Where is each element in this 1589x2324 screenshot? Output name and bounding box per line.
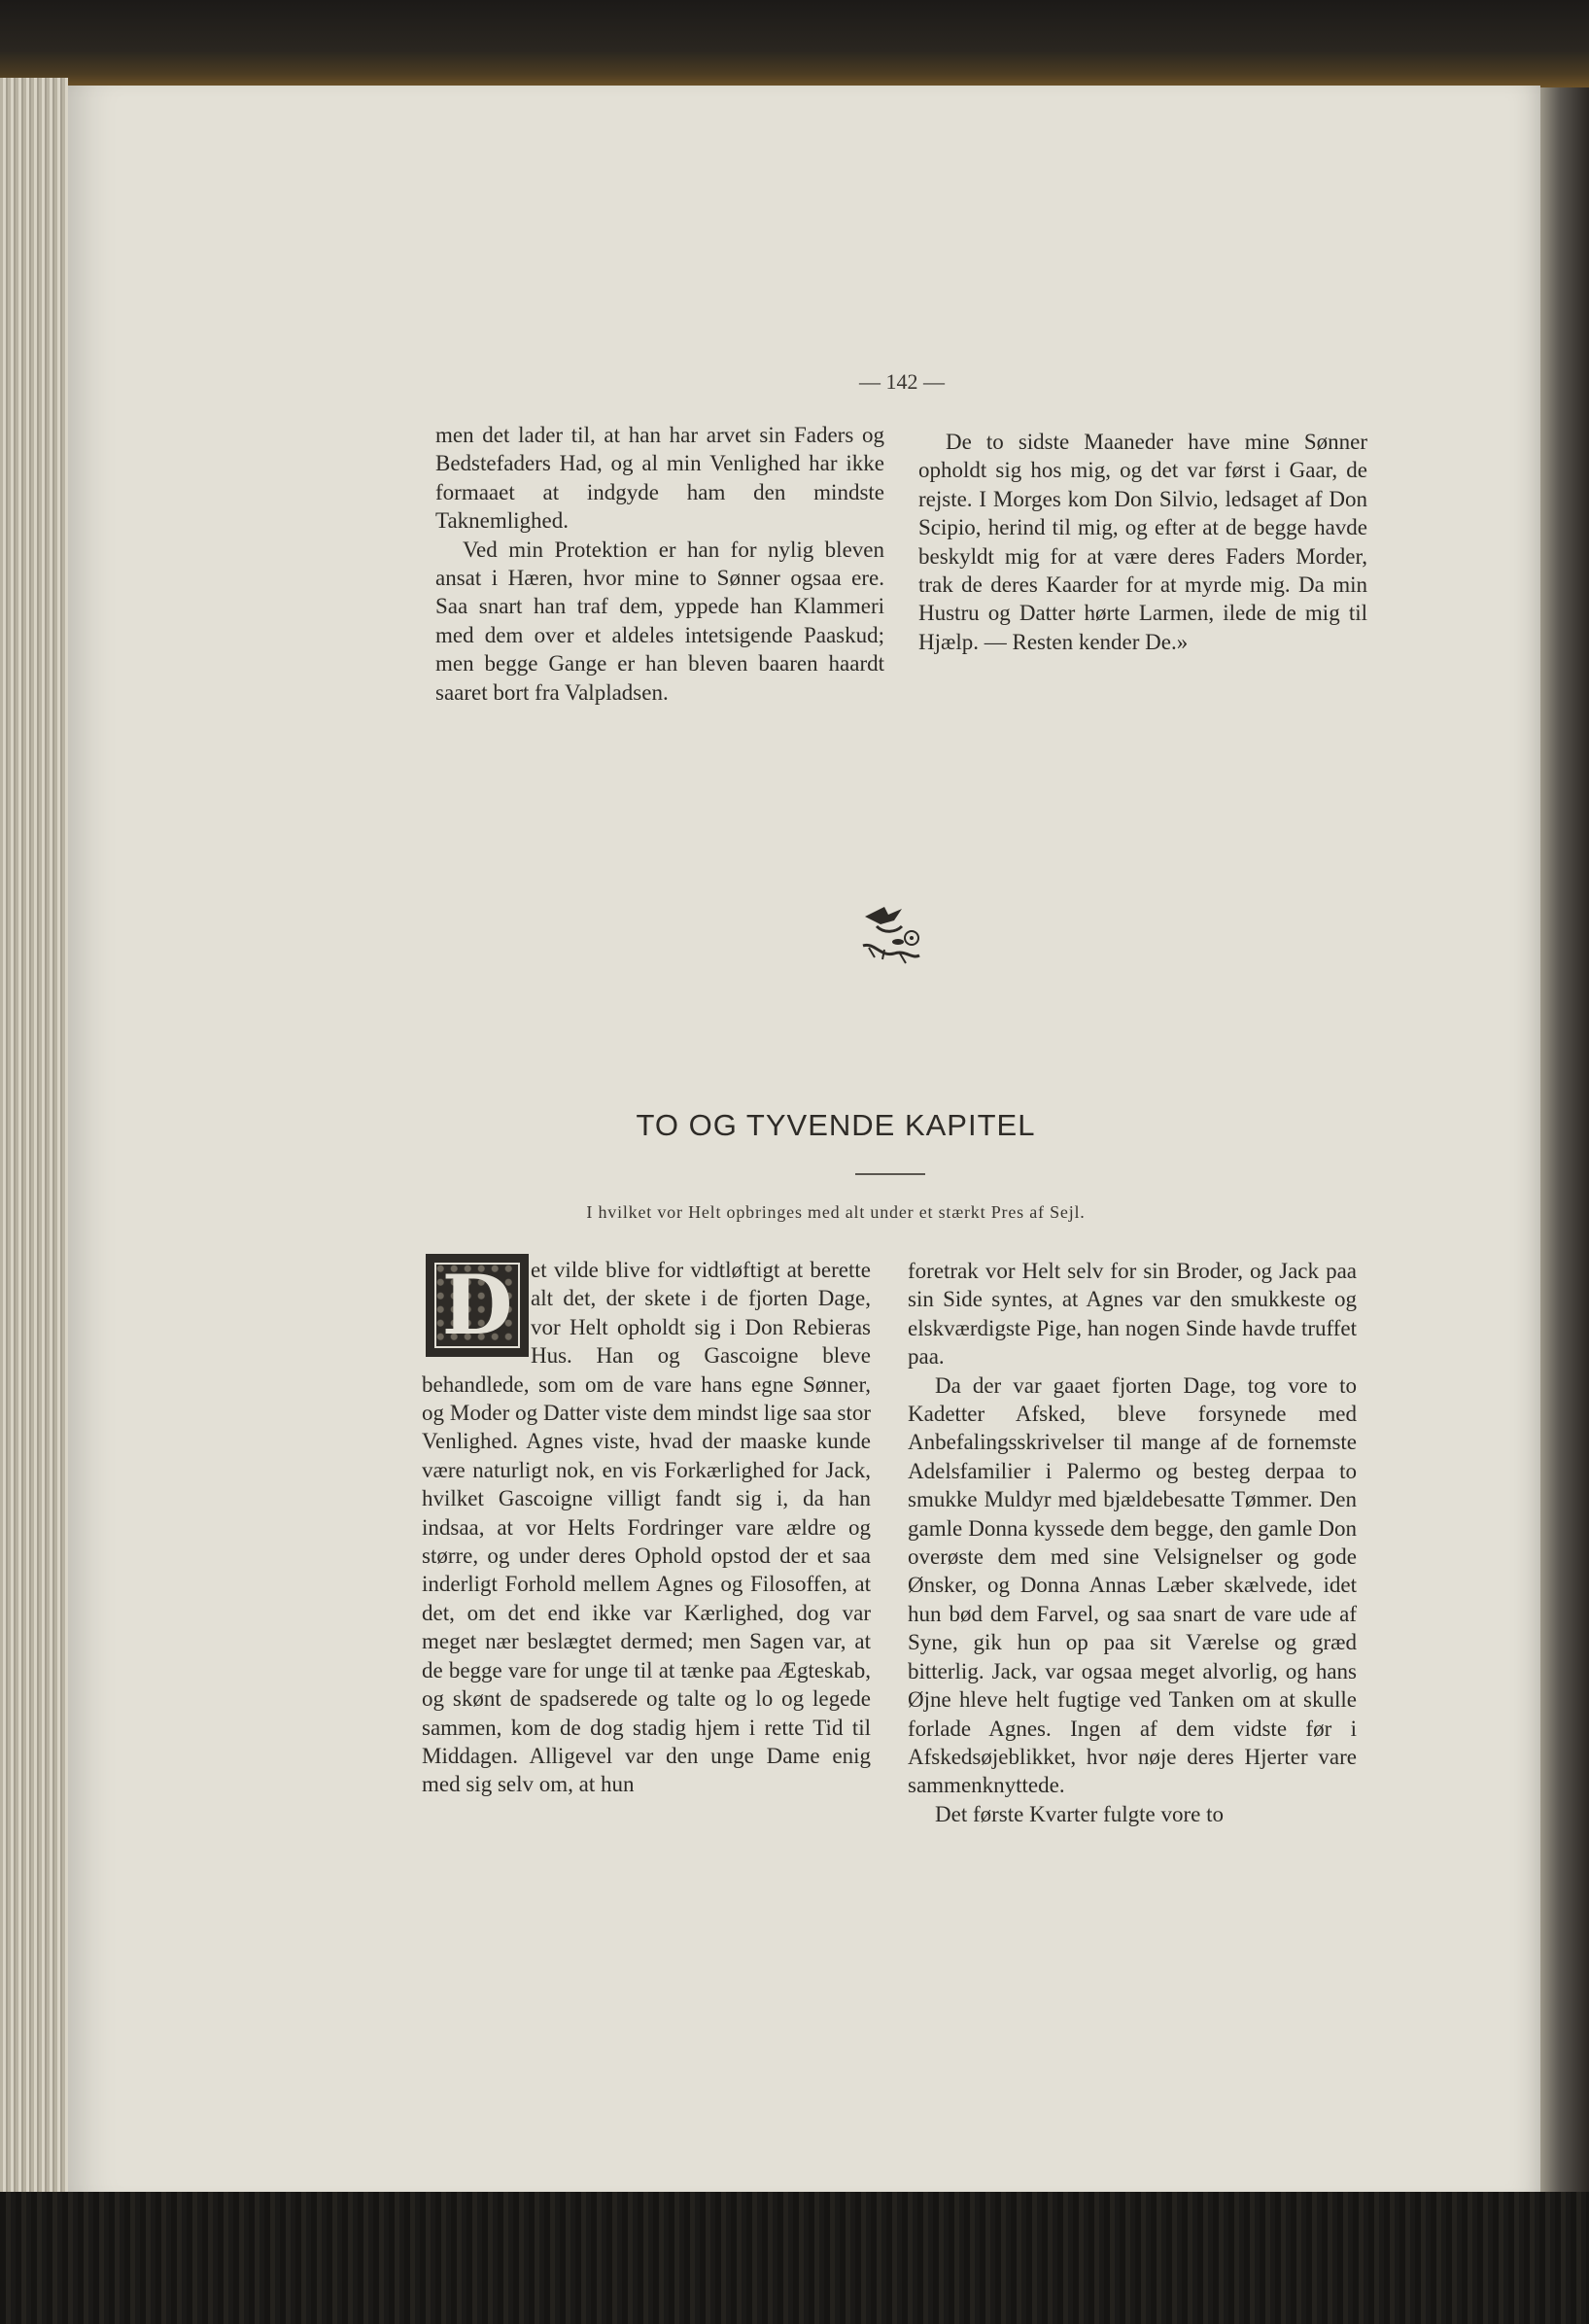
top-left-column: [435, 421, 884, 707]
divider: [855, 1173, 925, 1175]
chapter-title: TO OG TYVENDE KAPITEL: [636, 1108, 1036, 1142]
paragraph: men det lader til, at han har arvet sin Faders og Bedstefaders Had, og al min Venlighed har ikke formaaet at indgyde ham den mindste Taknemlighed.: [435, 423, 884, 534]
floral-vignette-icon: [855, 899, 933, 977]
paragraph: foretrak vor Helt selv for sin Broder, og Jack paa sin Side syntes, at Agnes var den smukkeste og elskværdigste Pige, han nogen Sinde havde truffet paa.: [908, 1259, 1357, 1370]
paragraph: De to sidste Maaneder have mine Sønner opholdt sig hos mig, og det var først i Gaar, de rejste. I Morges kom Don Silvio, ledsaget af Don Scipio, herind til mig, og efter at de begge havde beskyldt mig for at være deres Faders Morder, trak de deres Kaarder for at myrde mig. Da min Hustru og Datter hørte Larmen, ilede de mig til Hjælp. — Resten kender De.»: [918, 430, 1367, 654]
paragraph: Ved min Protektion er han for nylig bleven ansat i Hæren, hvor mine to Sønner ogsaa ere. Saa snart han traf dem, yppede han Klammeri med dem over et aldeles intetsigende Paaskud; men begge Gange er han bleven baaren haardt saaret bort fra Valpladsen.: [435, 537, 884, 705]
paragraph-text: et vilde blive for vidtløftigt at berette alt det, der skete i de fjorten Dage, vor Helt opholdt sig i Don Rebieras Hus. Han og Gascoigne bleve behandlede, som om de vare hans egne Sønner, og Moder og Datter viste dem mindst lige saa stor Venlighed. Agnes viste, hvad der maaske kunde være naturligt nok, en vis Forkærlighed for Jack, hvilket Gascoigne villigt fandt sig i, da han indsaa, at vor Helts Fordringer vare ældre og større, og under deres Ophold opstod der et saa inderligt Forhold mellem Agnes og Filosoffen, at det, om det end ikke var Kærlighed, dog var meget nær beslægtet dermed; men Sagen var, at de begge vare for unge til at tænke paa Ægteskab, og skønt de spadserede og talte og lo og legede sammen, kom de dog stadig hjem i rette Tid til Middagen. Alligevel var den unge Dame enig med sig selv om, at hun: [422, 1258, 871, 1797]
book-binding-bottom: [0, 2192, 1589, 2324]
top-right-column: [918, 428, 1367, 656]
paragraph: Det første Kvarter fulgte vore to: [935, 1801, 1224, 1826]
bottom-left-column: [422, 1256, 871, 1799]
chapter-subtitle: I hvilket vor Helt opbringes med alt under et stærkt Pres af Sejl.: [586, 1202, 1086, 1222]
book-binding-top: [0, 0, 1589, 92]
paragraph: Da der var gaaet fjorten Dage, tog vore to Kadetter Afsked, bleve forsynede med Anbefalingsskrivelser til mange af de fornemste Adelsfamilier i Palermo og besteg derpaa to smukke Muldyr med bjældebesatte Tømmer. Den gamle Donna kyssede dem begge, den gamle Don overøste dem med sine Velsignelser og gode Ønsker, og Donna Annas Læber skælvede, idet hun bød dem Farvel, og saa snart de vare ude af Syne, gik hun op paa sit Værelse og græd bitterlig. Jack, var ogsaa meget alvorlig, og hans Øjne hleve helt fugtige ved Tanken om at skulle forlade Agnes. Ingen af dem vidste før i Afskedsøjeblikket, hvor nøje deres Hjerter vare sammenknyttede.: [908, 1372, 1357, 1798]
drop-cap-spacer: [422, 1256, 531, 1357]
page-stack-edge: [0, 78, 68, 2206]
book-binding-right: [1540, 87, 1589, 2202]
drop-cap-letter: D: [441, 1257, 513, 1353]
page-number: — 142 —: [859, 369, 945, 394]
bottom-right-column: [908, 1257, 1357, 1828]
paragraph: [422, 1256, 871, 1799]
